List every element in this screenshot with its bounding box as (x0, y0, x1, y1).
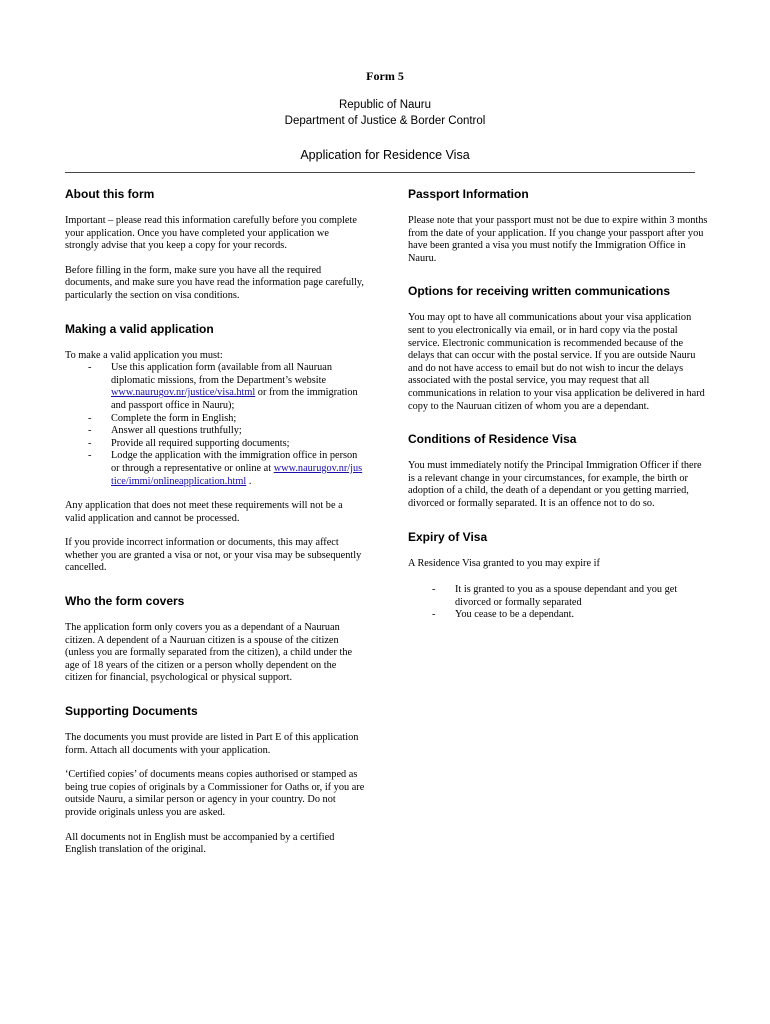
left-column (65, 186, 365, 869)
visa-info-link[interactable]: www.naurugov.nr/justice/visa.html (111, 387, 256, 399)
valid-application-heading: Making a valid application (65, 321, 214, 336)
valid-paragraph-2: Any application that does not meet these requirements will not be a valid application and cannot be processed. (65, 500, 343, 524)
republic-name: Republic of Nauru (338, 99, 432, 111)
valid-intro: To make a valid application you must: (65, 349, 223, 361)
list-item: - Lodge the application with the immigration office in person or through a representative or online at www.naurugov.nr/justice/immi/onlineapplication.html . (65, 450, 365, 488)
passport-paragraph: Please note that your passport must not be due to expire within 3 months from the date of your application. If you change your passport after you have been granted a visa you must notify the Immigration Office in Nauru. (408, 215, 708, 264)
about-paragraph-1: Important – please read this information carefully before you complete your application. Once you have completed your application we strongly advise that you keep a copy for your records. (65, 215, 357, 252)
list-item: - Complete the form in English; (65, 413, 365, 426)
form-covers-heading: Who the form covers (65, 594, 185, 609)
form-header (0, 68, 770, 164)
about-paragraph-2: Before filling in the form, make sure you have all the required documents, and make sure you have read the information page carefully, particularly the section on visa conditions. (65, 264, 364, 301)
list-item: - Answer all questions truthfully; (65, 425, 365, 438)
page-title: Application for Residence Visa (300, 148, 470, 162)
department-name: Department of Justice & Border Control (284, 115, 486, 127)
about-heading: About this form (65, 187, 155, 201)
valid-paragraph-3: If you provide incorrect information or documents, this may affect whether you are granted a visa or not, or your visa may be subsequently cancelled. (65, 537, 362, 574)
communications-heading: Options for receiving written communications (408, 284, 671, 299)
requirements-list (65, 362, 365, 488)
list-item: - You cease to be a dependant. (408, 609, 708, 622)
list-item: - Use this application form (available from all Nauruan diplomatic missions, from the Department’s website www.naurugov.nr/justice/visa.html or from the immigration and passport office in Nauru); (65, 362, 365, 412)
list-item: - It is granted to you as a spouse dependant and you get divorced or formally separated (408, 584, 708, 609)
supporting-documents-heading: Supporting Documents (65, 704, 198, 719)
conditions-heading: Conditions of Residence Visa (408, 432, 577, 447)
docs-paragraph-2: ‘Certified copies’ of documents means copies authorised or stamped as being true copies of originals by a Commissioner for Oaths or, if you are outside Nauru, a similar person or agency in your country. Do not provide originals unless you are asked. (65, 769, 365, 818)
communications-paragraph: You may opt to have all communications about your visa application sent to you electronically via email, or in hard copy via the postal service. Electronic communication is recommended because of the delays that can occur with the postal service. If you are outside Nauru and do not have access to email but do not wish to incur the delays associated with the postal service, you may request that all communications in relation to your visa application be delivered in hard copy to the Nauruan citizen of whom you are a dependant. (408, 312, 705, 412)
passport-heading: Passport Information (408, 187, 529, 201)
docs-paragraph-3: All documents not in English must be accompanied by a certified English translation of the original. (65, 831, 335, 856)
expiry-list (408, 584, 708, 622)
title-divider (65, 172, 695, 173)
right-column (408, 186, 708, 622)
list-item: - Provide all required supporting documents; (65, 438, 365, 451)
conditions-paragraph: You must immediately notify the Principal Immigration Officer if there is a relevant change in your circumstances, for example, the birth or adoption of a child, the death of a dependant or you getting married, divorced or formally separated. It is an offence not to do so. (408, 460, 702, 509)
docs-paragraph-1: The documents you must provide are listed in Part E of this application form. Attach all documents with your application. (65, 732, 359, 756)
expiry-heading: Expiry of Visa (408, 529, 488, 544)
online-application-link[interactable]: www.naurugov.nr/justice/immi/onlineapplication.html (111, 462, 363, 487)
expiry-intro: A Residence Visa granted to you may expire if (408, 557, 600, 569)
form-number: Form 5 (366, 69, 404, 83)
covers-paragraph: The application form only covers you as a dependant of a Nauruan citizen. A dependent of a Nauruan citizen is a spouse of the citizen (unless you are formally separated from the citizen), a child under the age of 18 years of the citizen or a person wholly dependent on the citizen for financial, psychological or physical support. (65, 622, 353, 684)
